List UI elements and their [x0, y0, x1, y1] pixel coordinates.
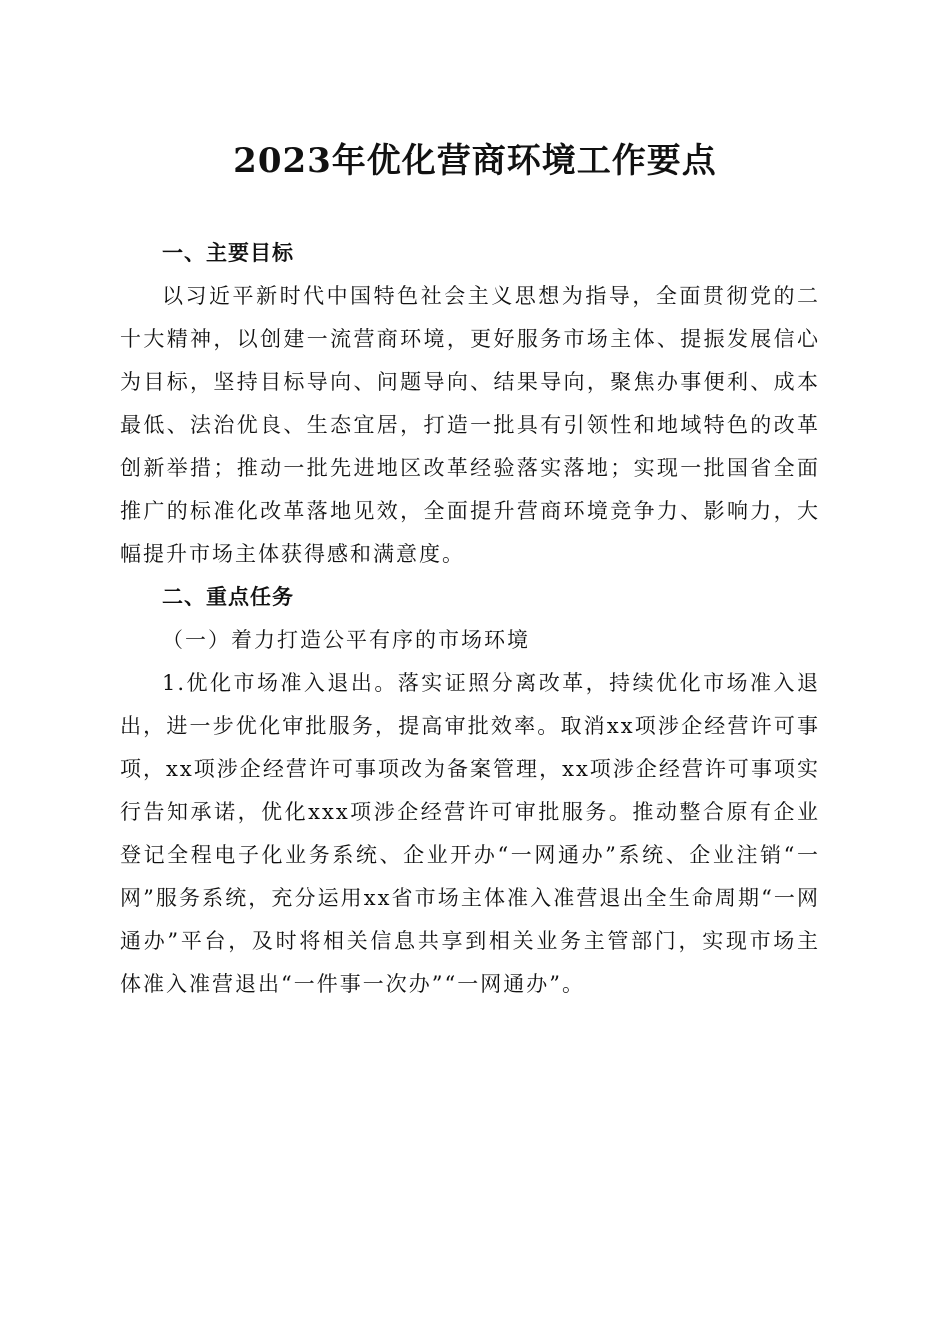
paragraph-market-entry-exit: 1.优化市场准入退出。落实证照分离改革，持续优化市场准入退出，进一步优化审批服务，提高审批效率。取消xx项涉企经营许可事项，xx项涉企经营许可事项改为备案管理，xx项涉企经营许可事项实行告知承诺，优化xxx项涉企经营许可审批服务。推动整合原有企业登记全程电子化业务系统、企业开办“一网通办”系统、企业注销“一网”服务系统，充分运用xx省市场主体准入准营退出全生命周期“一网通办”平台，及时将相关信息共享到相关业务主管部门，实现市场主体准入准营退出“一件事一次办”“一网通办”。 — [120, 671, 820, 996]
paragraph-main-goals: 以习近平新时代中国特色社会主义思想为指导，全面贯彻党的二十大精神，以创建一流营商环境，更好服务市场主体、提振发展信心为目标，坚持目标导向、问题导向、结果导向，聚焦办事便利、成本最低、法治优良、生态宜居，打造一批具有引领性和地域特色的改革创新举措；推动一批先进地区改革经验落实落地；实现一批国省全面推广的标准化改革落地见效，全面提升营商环境竞争力、影响力，大幅提升市场主体获得感和满意度。 — [120, 284, 820, 566]
document-title: 2023年优化营商环境工作要点 — [233, 141, 717, 181]
subsection-heading-market-environment: （一）着力打造公平有序的市场环境 — [162, 628, 530, 652]
document-body — [120, 232, 820, 1006]
section-heading-main-goals: 一、主要目标 — [162, 241, 294, 265]
section-heading-key-tasks: 二、重点任务 — [162, 585, 294, 609]
